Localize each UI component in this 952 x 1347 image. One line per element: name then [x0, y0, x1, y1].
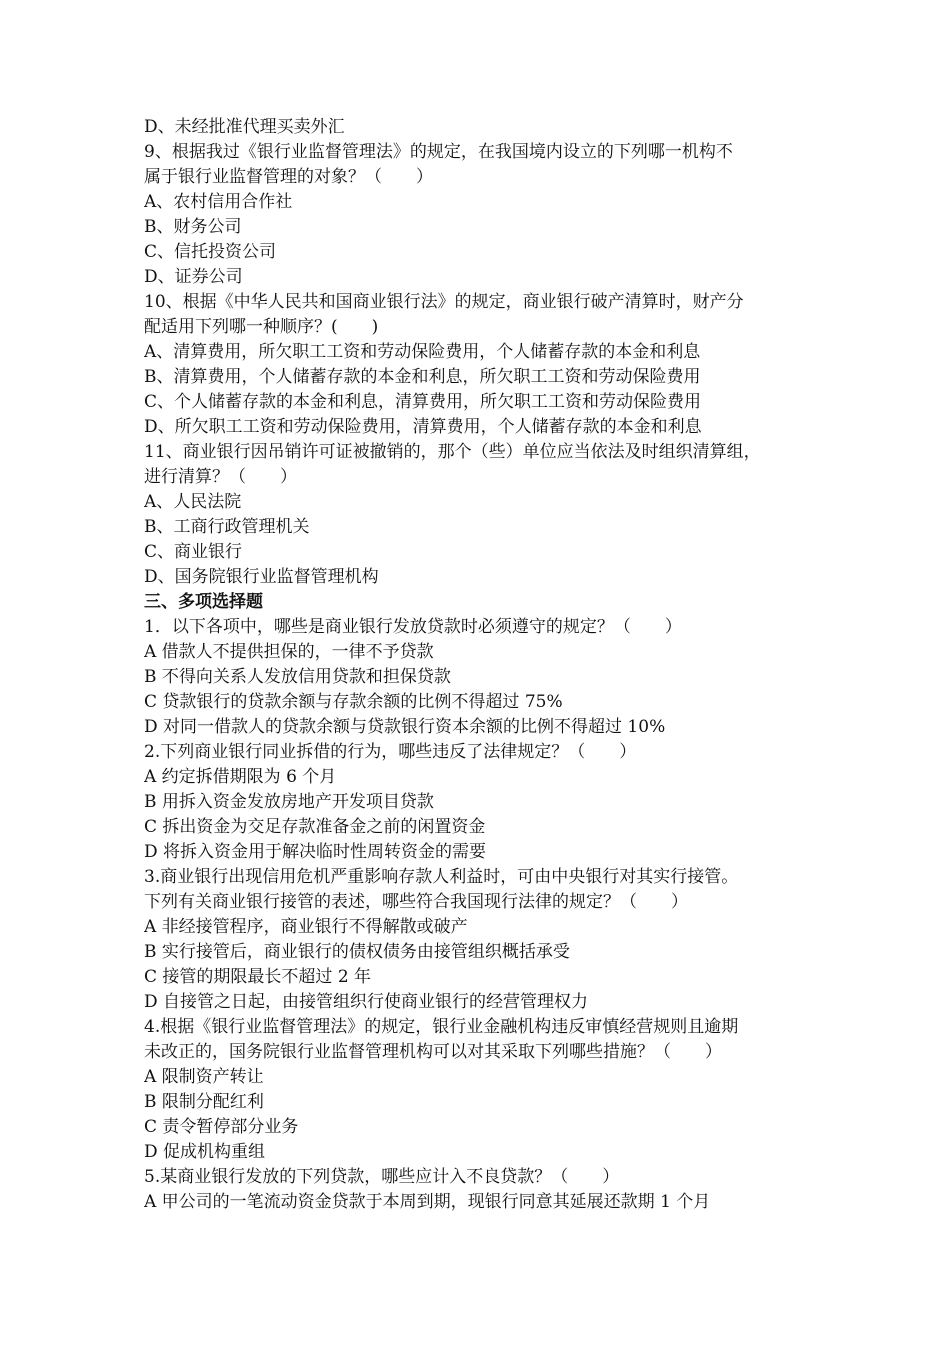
answer-option: D、国务院银行业监督管理机构	[144, 567, 379, 587]
answer-option: D、证券公司	[144, 267, 243, 287]
answer-option: B、清算费用，个人储蓄存款的本金和利息，所欠职工工资和劳动保险费用	[144, 367, 701, 387]
question-text: 1．以下各项中，哪些是商业银行发放贷款时必须遵守的规定？（ ）	[144, 617, 682, 637]
question-text: 11、商业银行因吊销许可证被撤销的，那个（些）单位应当依法及时组织清算组，	[144, 442, 761, 462]
answer-option: A 借款人不提供担保的，一律不予贷款	[144, 642, 434, 662]
question-text: 10、根据《中华人民共和国商业银行法》的规定，商业银行破产清算时，财产分	[144, 292, 744, 312]
question-text: 进行清算？（ ）	[144, 467, 297, 487]
document-body	[144, 115, 814, 1215]
question-text: 4.根据《银行业监督管理法》的规定，银行业金融机构违反审慎经营规则且逾期	[144, 1017, 739, 1037]
answer-option: A 非经接管程序，商业银行不得解散或破产	[144, 917, 468, 937]
answer-option: D 自接管之日起，由接管组织行使商业银行的经营管理权力	[144, 992, 589, 1012]
answer-option: C、个人储蓄存款的本金和利息，清算费用，所欠职工工资和劳动保险费用	[144, 392, 702, 412]
question-text: 未改正的，国务院银行业监督管理机构可以对其采取下列哪些措施？（ ）	[144, 1042, 722, 1062]
section-heading: 三、多项选择题	[144, 592, 263, 612]
answer-option: C 接管的期限最长不超过 2 年	[144, 967, 372, 987]
answer-option: B、财务公司	[144, 217, 242, 237]
answer-option: C、商业银行	[144, 542, 243, 562]
question-text: 5.某商业银行发放的下列贷款，哪些应计入不良贷款？（ ）	[144, 1167, 620, 1187]
answer-option: D、所欠职工工资和劳动保险费用，清算费用，个人储蓄存款的本金和利息	[144, 417, 702, 437]
answer-option: A、农村信用合作社	[144, 192, 293, 212]
answer-option: C、信托投资公司	[144, 242, 277, 262]
answer-option: C 责令暂停部分业务	[144, 1117, 299, 1137]
text-line: D、未经批准代理买卖外汇	[144, 117, 345, 137]
answer-option: B 限制分配红利	[144, 1092, 264, 1112]
question-text: 属于银行业监督管理的对象？（ ）	[144, 167, 433, 187]
answer-option: D 对同一借款人的贷款余额与贷款银行资本余额的比例不得超过 10%	[144, 717, 666, 737]
question-text: 2.下列商业银行同业拆借的行为，哪些违反了法律规定？（ ）	[144, 742, 637, 762]
question-text: 9、根据我过《银行业监督管理法》的规定，在我国境内设立的下列哪一机构不	[144, 142, 733, 162]
question-text: 3.商业银行出现信用危机严重影响存款人利益时，可由中央银行对其实行接管。	[144, 867, 739, 887]
answer-option: A 约定拆借期限为 6 个月	[144, 767, 337, 787]
answer-option: A 限制资产转让	[144, 1067, 264, 1087]
answer-option: A、人民法院	[144, 492, 242, 512]
answer-option: A、清算费用，所欠职工工资和劳动保险费用，个人储蓄存款的本金和利息	[144, 342, 701, 362]
answer-option: D 促成机构重组	[144, 1142, 266, 1162]
answer-option: B 用拆入资金发放房地产开发项目贷款	[144, 792, 434, 812]
answer-option: B 不得向关系人发放信用贷款和担保贷款	[144, 667, 451, 687]
answer-option: B、工商行政管理机关	[144, 517, 310, 537]
answer-option: C 拆出资金为交足存款准备金之前的闲置资金	[144, 817, 486, 837]
question-text: 配适用下列哪一种顺序？( )	[144, 317, 379, 337]
answer-option: B 实行接管后，商业银行的债权债务由接管组织概括承受	[144, 942, 570, 962]
answer-option: D 将拆入资金用于解决临时性周转资金的需要	[144, 842, 487, 862]
answer-option: A 甲公司的一笔流动资金贷款于本周到期，现银行同意其延展还款期 1 个月	[144, 1192, 711, 1212]
question-text: 下列有关商业银行接管的表述，哪些符合我国现行法律的规定？（ ）	[144, 892, 688, 912]
answer-option: C 贷款银行的贷款余额与存款余额的比例不得超过 75%	[144, 692, 563, 712]
